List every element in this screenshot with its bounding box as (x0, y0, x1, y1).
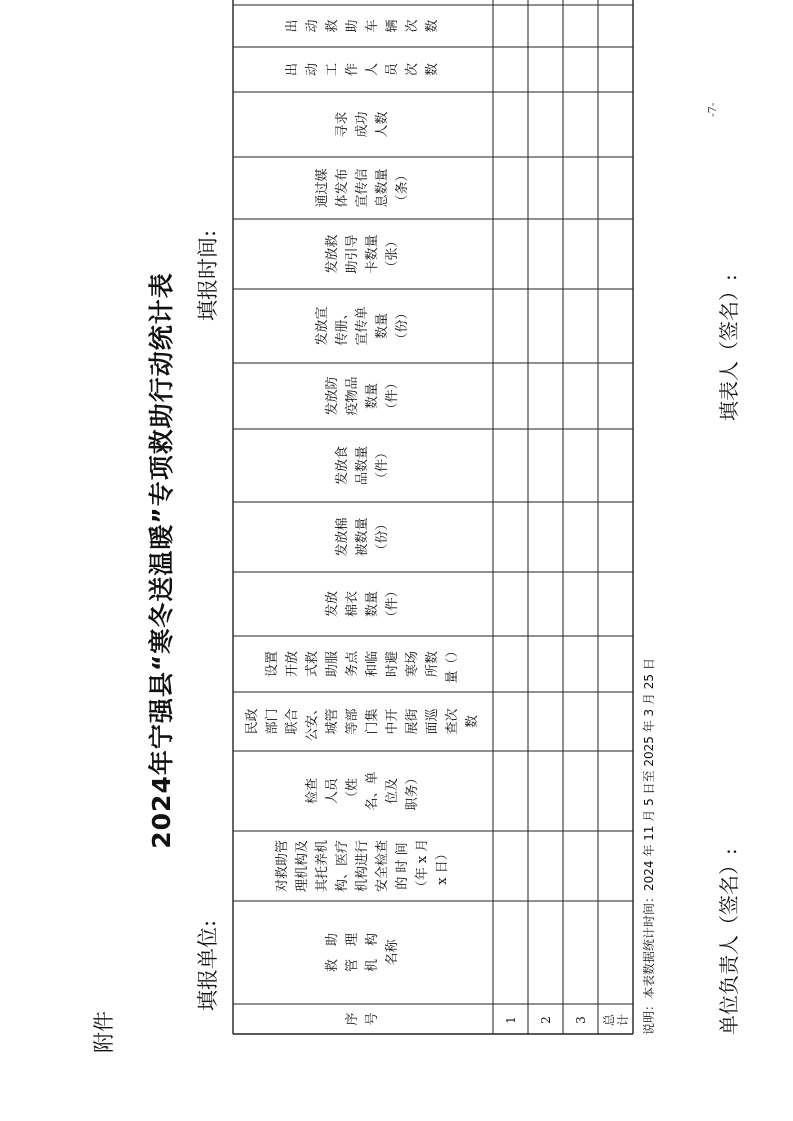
header-label: 发放食 品数量 （件） (335, 446, 390, 486)
total-row-label: 总 计 (601, 1014, 630, 1027)
attachment-label: 附件 (92, 1011, 116, 1053)
header-col-media-posts (233, 157, 493, 219)
page-number: -7- (706, 102, 719, 117)
header-label: 发放救 助引导 卡数量 （张） (325, 234, 400, 274)
unit-head-signature-label: 单位负责人（签名）: (717, 848, 741, 1035)
header-col-inspectors (233, 751, 493, 831)
header-label: 寻求 成功 人数 (335, 111, 390, 138)
header-label: 序 号 (345, 1012, 380, 1026)
header-col-agency-name (233, 901, 493, 1004)
statistics-table (232, 19, 632, 1035)
header-label: 对救助管 理机构及 其托养机 构、医疗 机构进行 安全检查 的 时 间 （年 x 月 x 日） (275, 838, 450, 894)
statistics-note: 说明：本表数据统计时间：2024 年 11 月 5 日至 2025 年 3 月 25 日 (642, 658, 656, 1035)
row-number: 2 (538, 1016, 553, 1024)
header-col-quilts (233, 502, 493, 572)
header-col-guide-cards (233, 219, 493, 289)
header-col-vehicle-dispatch (233, 5, 493, 47)
header-label: 发放棉 被数量 （份） (335, 517, 390, 557)
header-col-epidemic-supplies (233, 363, 493, 429)
header-label: 出 动 救 助 车 辆 次 数 (285, 19, 440, 33)
header-label: 发放宣 传册、 宣传单 数量 （份） (315, 306, 410, 346)
form-filler-signature-label: 填表人（签名）: (717, 274, 741, 421)
header-col-brochures (233, 289, 493, 363)
header-col-staff-dispatch (233, 47, 493, 92)
header-label: 发放防 疫物品 数量 （件） (325, 376, 400, 416)
header-label: 检查 人员 （姓 名、单 位及 职务） (305, 771, 420, 811)
header-col-cotton-clothes (233, 572, 493, 636)
header-label: 通过媒 体发布 宣传信 息数量 （条） (315, 168, 410, 208)
header-col-in-station-aid (233, 0, 493, 5)
row-number: 3 (573, 1016, 588, 1024)
header-label: 发放 棉衣 数量 （件） (325, 584, 400, 624)
header-col-patrol-count (233, 692, 493, 751)
fill-unit-label: 填报单位: (196, 919, 220, 1011)
header-col-found-people (233, 92, 493, 157)
header-col-seq (233, 1004, 493, 1034)
header-label: 设置 开放 式救 助服 务点 和临 时避 寒场 所数 量（） (265, 644, 460, 684)
table-title: 2024年宁强县“寒冬送温暖”专项救助行动统计表 (147, 272, 176, 849)
header-col-inspection-date (233, 831, 493, 901)
header-col-food (233, 429, 493, 502)
header-label: 出 动 工 作 人 员 次 数 (285, 63, 440, 77)
header-col-service-points (233, 636, 493, 692)
header-label: 救 助 管 理 机 构 名称 (325, 933, 400, 973)
row-number: 1 (503, 1016, 518, 1024)
header-label: 民政 部门 联合 公安、 城管 等部 门集 中开 展街 面巡 查次 数 (245, 702, 480, 742)
fill-time-label: 填报时间: (196, 229, 220, 321)
